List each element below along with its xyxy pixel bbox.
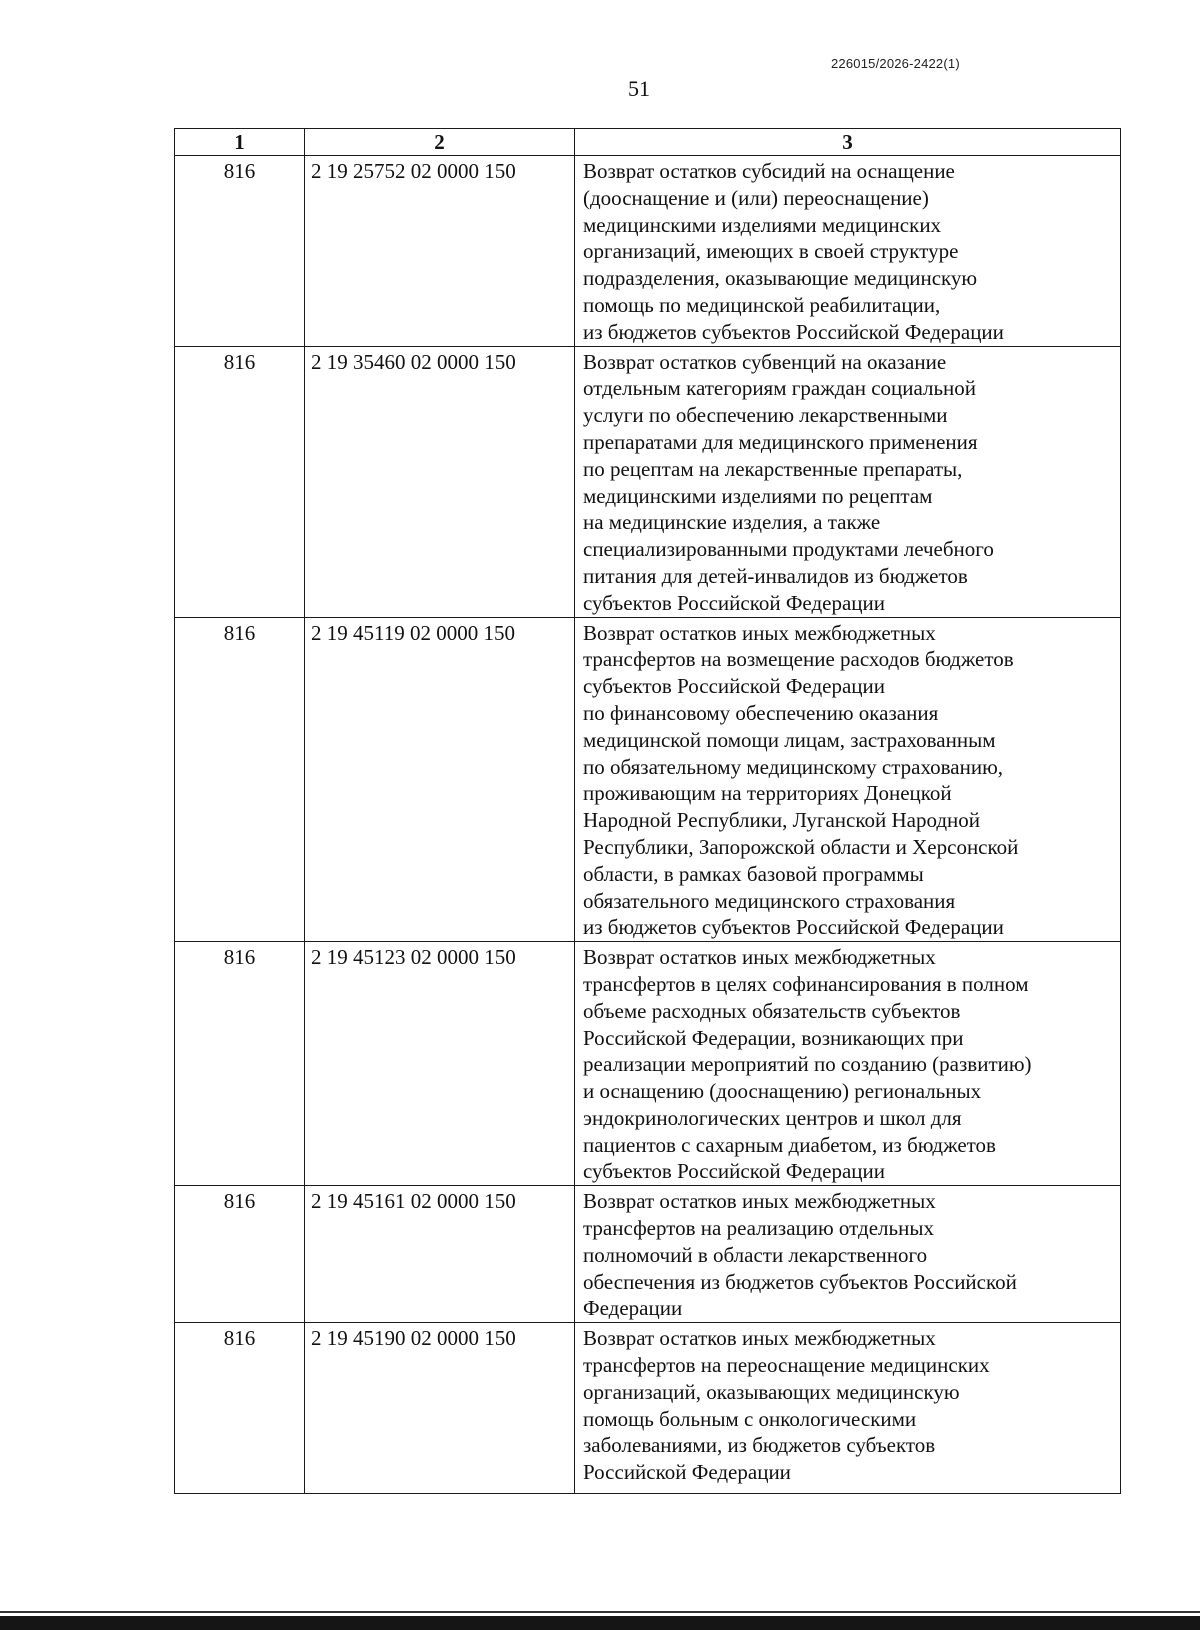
header-col-3: 3 <box>575 129 1121 156</box>
description-line: по обязательному медицинскому страхованию, <box>583 754 1004 779</box>
description-line: трансфертов в целях софинансирования в полном <box>583 971 1029 996</box>
budget-classification-code-cell: 2 19 45123 02 0000 150 <box>305 942 575 1186</box>
budget-classification-code-cell: 2 19 25752 02 0000 150 <box>305 156 575 347</box>
budget-classification-code-cell: 2 19 45119 02 0000 150 <box>305 617 575 942</box>
budget-classification-code-cell: 2 19 45190 02 0000 150 <box>305 1323 575 1494</box>
table-body <box>175 156 1121 1494</box>
description-line: Российской Федерации <box>583 1460 791 1485</box>
table-row <box>175 346 1121 617</box>
description-line: подразделения, оказывающие медицинскую <box>583 266 978 291</box>
description-line: Возврат остатков иных межбюджетных <box>583 620 936 645</box>
description-line: Возврат остатков субвенций на оказание <box>583 349 947 374</box>
description-line: проживающим на территориях Донецкой <box>583 781 952 806</box>
income-description-cell <box>575 346 1121 617</box>
description-line: из бюджетов субъектов Российской Федерации <box>583 915 1004 940</box>
description-line: трансфертов на переоснащение медицинских <box>583 1353 990 1378</box>
admin-code-cell: 816 <box>175 156 305 347</box>
description-line: Народной Республики, Луганской Народной <box>583 808 981 833</box>
description-line: питания для детей-инвалидов из бюджетов <box>583 563 968 588</box>
description-line: области, в рамках базовой программы <box>583 861 924 886</box>
table-header-row <box>175 129 1121 156</box>
document-registration-code: 226015/2026-2422(1) <box>831 56 960 71</box>
description-line: организаций, оказывающих медицинскую <box>583 1379 960 1404</box>
admin-code-cell: 816 <box>175 942 305 1186</box>
description-line: по финансовому обеспечению оказания <box>583 700 939 725</box>
description-line: субъектов Российской Федерации <box>583 674 886 699</box>
description-line: реализации мероприятий по созданию (развитию) <box>583 1052 1032 1077</box>
description-line: Республики, Запорожской области и Херсонской <box>583 834 1019 859</box>
income-description-cell <box>575 617 1121 942</box>
header-col-2: 2 <box>305 129 575 156</box>
description-line: на медицинские изделия, а также <box>583 510 881 535</box>
description-line: (дооснащение и (или) переоснащение) <box>583 185 929 210</box>
admin-code-cell: 816 <box>175 346 305 617</box>
description-line: эндокринологических центров и школ для <box>583 1105 962 1130</box>
description-line: заболеваниями, из бюджетов субъектов <box>583 1433 936 1458</box>
table-row <box>175 1186 1121 1323</box>
description-line: обеспечения из бюджетов субъектов Российской <box>583 1269 1017 1294</box>
description-line: по рецептам на лекарственные препараты, <box>583 456 963 481</box>
income-description-cell <box>575 1323 1121 1494</box>
description-line: пациентов с сахарным диабетом, из бюджетов <box>583 1132 996 1157</box>
description-line: Возврат остатков субсидий на оснащение <box>583 159 955 183</box>
description-line: Федерации <box>583 1296 683 1321</box>
header-col-1: 1 <box>175 129 305 156</box>
table-row <box>175 156 1121 347</box>
income-description-cell <box>575 1186 1121 1323</box>
description-line: организаций, имеющих в своей структуре <box>583 239 959 264</box>
admin-code-cell: 816 <box>175 1186 305 1323</box>
admin-code-cell: 816 <box>175 617 305 942</box>
income-description-cell <box>575 156 1121 347</box>
description-line: полномочий в области лекарственного <box>583 1242 928 1267</box>
description-line: обязательного медицинского страхования <box>583 888 956 913</box>
income-description-cell <box>575 942 1121 1186</box>
description-line: помощь больным с онкологическими <box>583 1406 917 1431</box>
description-line: специализированными продуктами лечебного <box>583 537 994 562</box>
description-line: и оснащению (дооснащению) региональных <box>583 1079 982 1104</box>
description-line: объеме расходных обязательств субъектов <box>583 998 961 1023</box>
description-line: препаратами для медицинского применения <box>583 429 978 454</box>
page-number: 51 <box>628 76 650 101</box>
admin-code-cell: 816 <box>175 1323 305 1494</box>
table-row <box>175 617 1121 942</box>
table-row <box>175 942 1121 1186</box>
description-line: из бюджетов субъектов Российской Федерации <box>583 319 1004 344</box>
description-line: отдельным категориям граждан социальной <box>583 376 977 401</box>
description-line: медицинскими изделиями медицинских <box>583 212 942 237</box>
description-line: помощь по медицинской реабилитации, <box>583 292 941 317</box>
description-line: услуги по обеспечению лекарственными <box>583 403 948 428</box>
description-line: Возврат остатков иных межбюджетных <box>583 945 936 970</box>
description-line: трансфертов на реализацию отдельных <box>583 1216 934 1241</box>
budget-codes-table <box>174 128 1121 1494</box>
budget-classification-code-cell: 2 19 35460 02 0000 150 <box>305 346 575 617</box>
description-line: медицинскими изделиями по рецептам <box>583 483 933 508</box>
description-line: Возврат остатков иных межбюджетных <box>583 1326 936 1351</box>
description-line: медицинской помощи лицам, застрахованным <box>583 727 996 752</box>
scan-edge-line <box>0 1611 1200 1613</box>
table-row <box>175 1323 1121 1494</box>
description-line: субъектов Российской Федерации <box>583 590 886 615</box>
description-line: Возврат остатков иных межбюджетных <box>583 1189 936 1214</box>
description-line: Российской Федерации, возникающих при <box>583 1025 964 1050</box>
scan-bottom-band <box>0 1616 1200 1630</box>
budget-classification-code-cell: 2 19 45161 02 0000 150 <box>305 1186 575 1323</box>
description-line: трансфертов на возмещение расходов бюджетов <box>583 647 1014 672</box>
description-line: субъектов Российской Федерации <box>583 1159 886 1184</box>
